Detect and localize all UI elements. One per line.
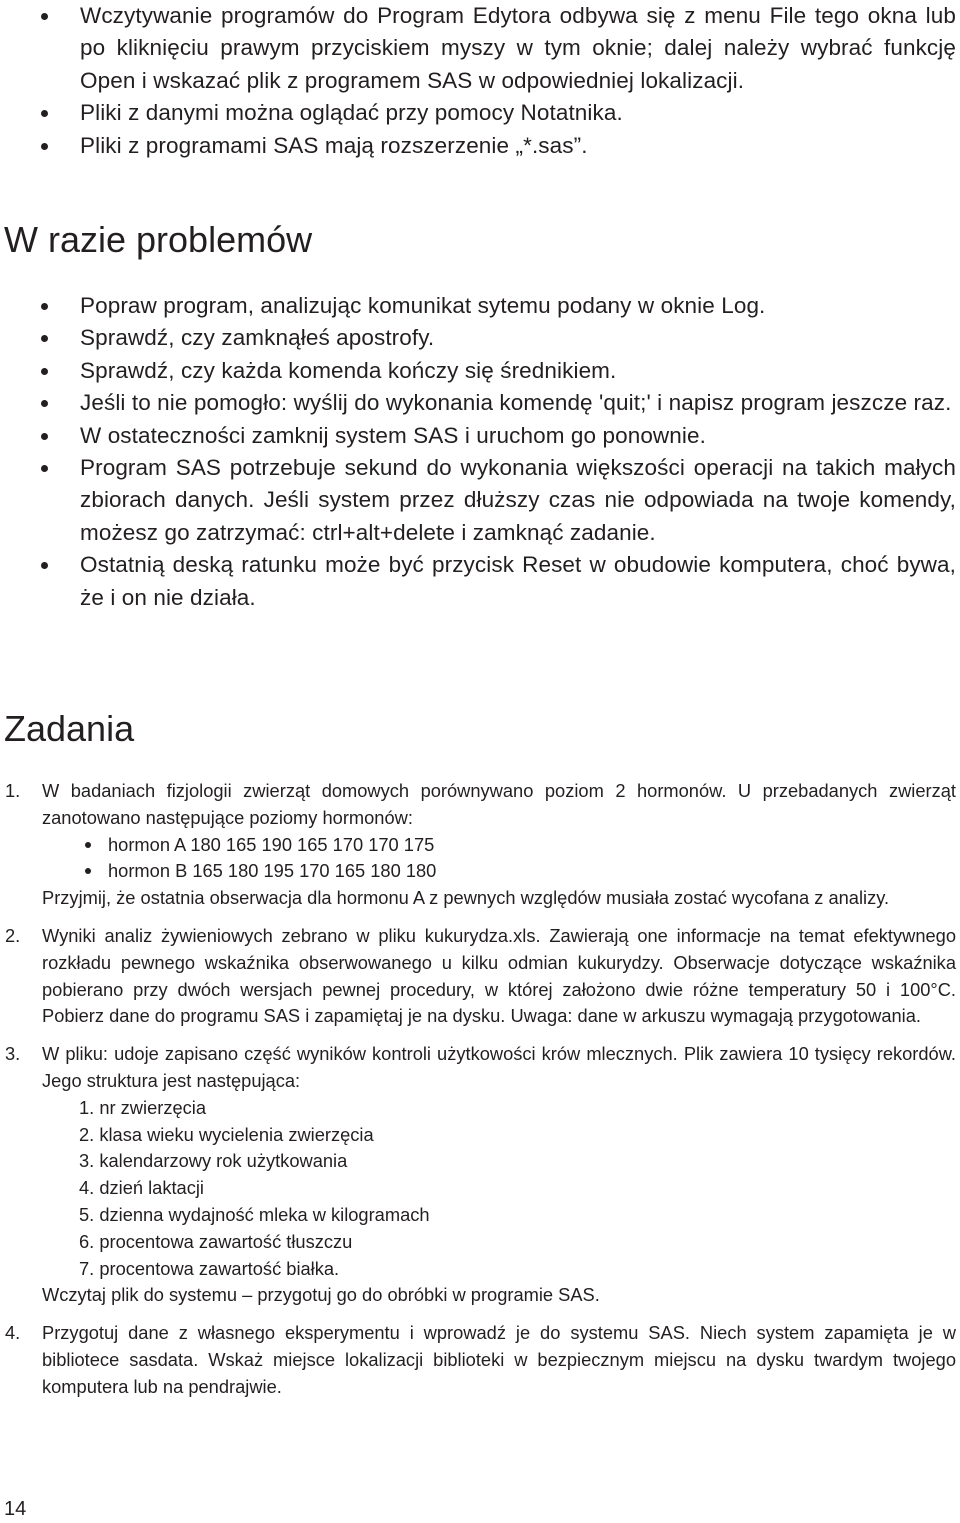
hormone-item: [42, 832, 956, 859]
hormone-text: hormon A 180 165 190 165 170 170 175: [108, 833, 435, 855]
task-4: [0, 1320, 960, 1400]
task-number: 1.: [5, 780, 21, 801]
problems-item-text: Jeśli to nie pomogło: wyślij do wykonania komendę 'quit;' i napisz program jeszcze raz.: [80, 390, 952, 416]
problems-heading: W razie problemów: [4, 219, 313, 260]
problems-item-text: Popraw program, analizując komunikat sytemu podany w oknie Log.: [80, 293, 766, 318]
record-field-item: 6. procentowa zawartość tłuszczu: [79, 1230, 353, 1252]
bullet-icon: [41, 303, 48, 310]
problems-item: [0, 549, 960, 614]
task-text: W badaniach fizjologii zwierząt domowych porównywano poziom 2 hormonów. U przebadanych zwierząt zanotowano następujące poziomy hormonów:: [42, 780, 956, 828]
task-number: 4.: [5, 1322, 21, 1344]
bullet-icon: [41, 335, 48, 342]
bullet-icon: [85, 842, 91, 848]
record-field-item: 4. dzień laktacji: [79, 1177, 204, 1199]
problems-item-text: Sprawdź, czy zamknąłeś apostrofy.: [80, 325, 435, 351]
tasks-heading: Zadania: [4, 708, 135, 749]
problems-item-text: Sprawdź, czy każda komenda kończy się średnikiem.: [80, 357, 617, 383]
problems-item: [0, 452, 960, 549]
bullet-icon: [41, 13, 48, 20]
intro-bullet-item: [0, 97, 960, 129]
task-2: [0, 923, 960, 1030]
record-field-item: 3. kalendarzowy rok użytkowania: [79, 1150, 348, 1172]
bullet-icon: [41, 400, 48, 407]
task-3: [0, 1041, 960, 1309]
problems-list: [0, 290, 960, 614]
bullet-icon: [85, 868, 91, 874]
bullet-icon: [41, 433, 48, 440]
task-1: [0, 778, 960, 912]
intro-bullet-list: [0, 0, 960, 162]
hormone-list: [42, 832, 956, 886]
intro-bullet-text: Pliki z danymi można oglądać przy pomocy Notatnika.: [80, 100, 623, 126]
task-text: W pliku: udoje zapisano część wyników kontroli użytkowości krów mlecznych. Plik zawiera 10 tysięcy rekordów. Jego struktura jest następująca:: [42, 1043, 956, 1091]
intro-bullet-text: Pliki z programami SAS mają rozszerzenie „*.sas”.: [80, 132, 588, 158]
task-number: 2.: [5, 924, 21, 946]
problems-item-text: Ostatnią deską ratunku może być przycisk Reset w obudowie komputera, choć bywa, że i on nie działa.: [80, 552, 956, 610]
intro-bullet-text: Wczytywanie programów do Program Edytora odbywa się z menu File tego okna lub po kliknięciu prawym przyciskiem myszy w tym oknie; dalej należy wybrać funkcję Open i wskazać plik z programem SAS w odpowiedniej lokalizacji.: [80, 3, 956, 93]
record-field-item: 1. nr zwierzęcia: [79, 1096, 206, 1118]
page-number: 14: [4, 1498, 27, 1520]
bullet-icon: [41, 368, 48, 375]
problems-item: [0, 355, 960, 387]
task-note: Wczytaj plik do systemu – przygotuj go do obróbki w programie SAS.: [42, 1284, 600, 1306]
bullet-icon: [41, 110, 48, 117]
record-structure-list: [42, 1095, 956, 1283]
problems-item-text: Program SAS potrzebuje sekund do wykonania większości operacji na takich małych zbiorach danych. Jeśli system przez dłuższy czas nie odpowiada na twoje komendy, możesz go zatrzymać: ctrl+alt+delete i zamknąć zadanie.: [80, 455, 956, 545]
intro-bullet-item: [0, 0, 960, 97]
record-field-item: 2. klasa wieku wycielenia zwierzęcia: [79, 1123, 374, 1145]
task-note: Przyjmij, że ostatnia obserwacja dla hormonu A z pewnych względów musiała zostać wycofana z analizy.: [42, 887, 890, 909]
problems-item: [0, 290, 960, 322]
record-field-item: 5. dzienna wydajność mleka w kilogramach: [79, 1203, 430, 1225]
record-field-item: 7. procentowa zawartość białka.: [79, 1257, 340, 1279]
problems-item-text: W ostateczności zamknij system SAS i uruchom go ponownie.: [80, 422, 706, 448]
tasks-list: [0, 778, 960, 1401]
bullet-icon: [41, 465, 48, 472]
bullet-icon: [41, 143, 48, 150]
task-number: 3.: [5, 1043, 21, 1065]
problems-item: [0, 420, 960, 452]
intro-bullet-item: [0, 130, 960, 162]
problems-item: [0, 387, 960, 419]
task-text: Wyniki analiz żywieniowych zebrano w pliku kukurydza.xls. Zawierają one informacje na temat efektywnego rozkładu pewnego wskaźnika obserwowanego u kilku odmian kukurydzy. Obserwacje dotyczące wskaźnika pobierano przy dwóch wersjach pewnej procedury, w której założono dwie różne temperatury 50 i 100°C. Pobierz dane do programu SAS i zapamiętaj je na dysku. Uwaga: dane w arkuszu wymagają przygotowania.: [42, 924, 956, 1027]
hormone-text: hormon B 165 180 195 170 165 180 180: [108, 860, 437, 882]
problems-item: [0, 322, 960, 354]
task-text: Przygotuj dane z własnego eksperymentu i wprowadź je do systemu SAS. Niech system zapamięta je w bibliotece sasdata. Wskaż miejsce lokalizacji biblioteki w bezpiecznym miejscu na dysku twardym twojego komputera lub na pendrajwie.: [42, 1322, 956, 1397]
bullet-icon: [41, 562, 48, 569]
hormone-item: [42, 858, 956, 885]
